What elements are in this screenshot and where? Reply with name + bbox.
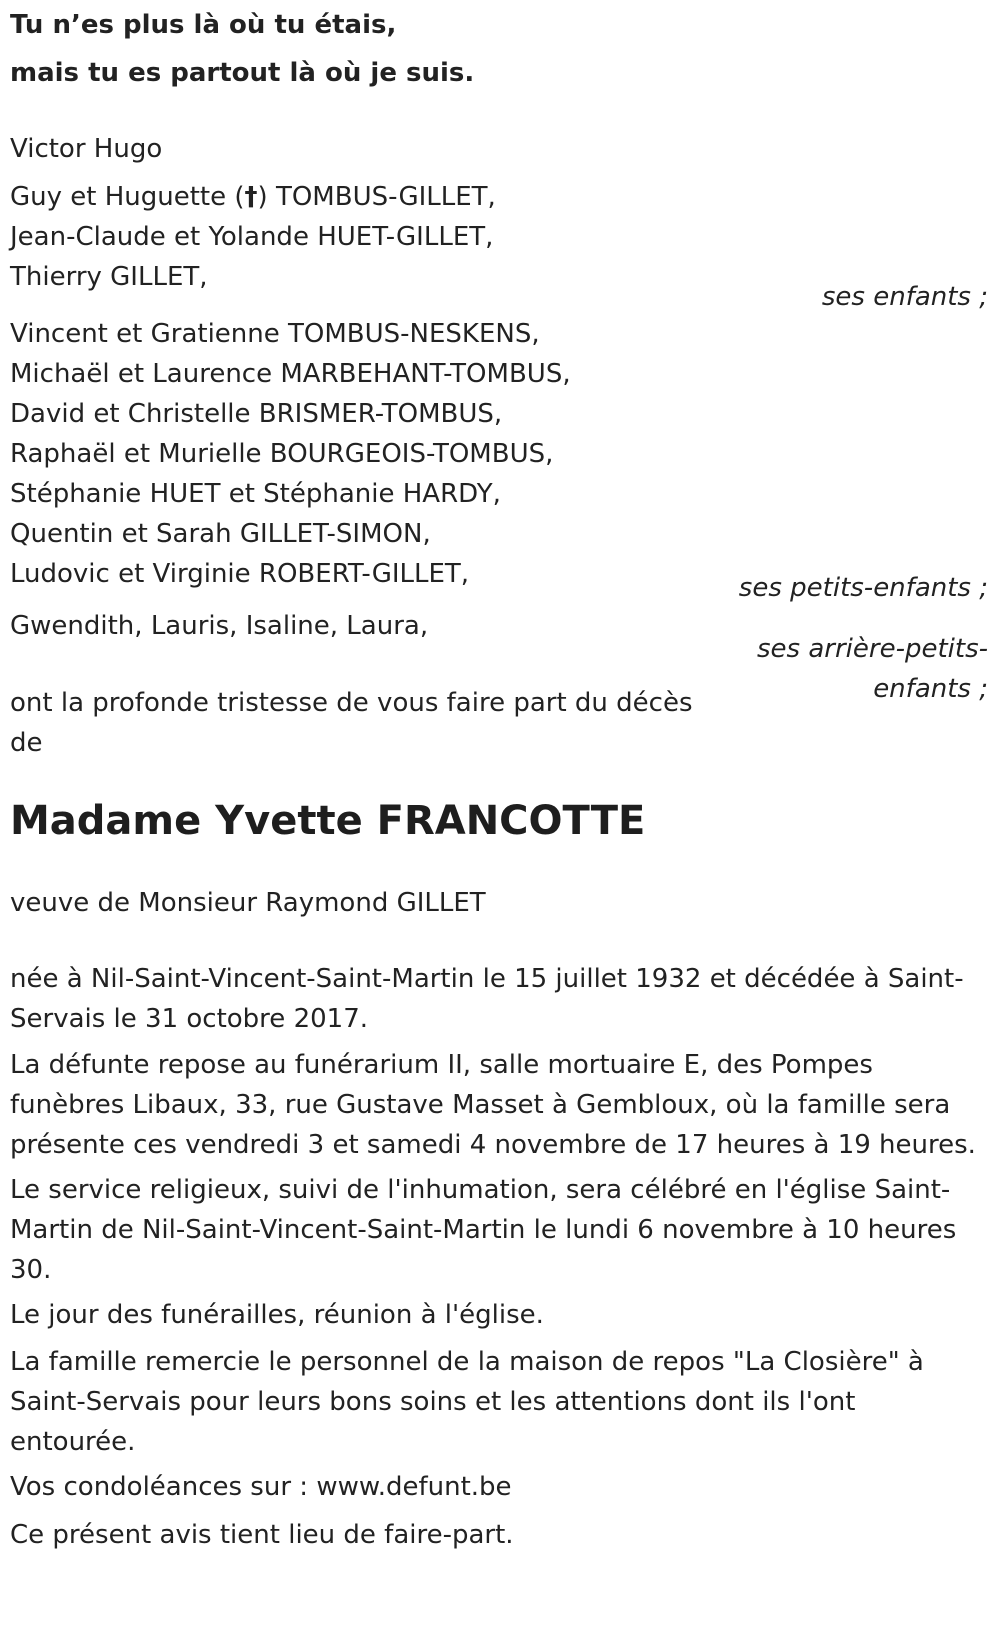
paragraph-line: présente ces vendredi 3 et samedi 4 novembre de 17 heures à 19 heures. <box>10 1130 976 1160</box>
grandchild-line: Michaël et Laurence MARBEHANT-TOMBUS, <box>10 359 571 389</box>
paragraph-line: Martin de Nil-Saint-Vincent-Saint-Martin le lundi 6 novembre à 10 heures <box>10 1215 957 1245</box>
children-line-1: Guy et Huguette (†) TOMBUS-GILLET, <box>10 182 496 212</box>
children-role: ses enfants ; <box>821 282 988 312</box>
children-list <box>10 177 700 297</box>
paragraph-line: Le jour des funérailles, réunion à l'église. <box>10 1300 544 1330</box>
paragraph-line: Servais le 31 octobre 2017. <box>10 1004 368 1034</box>
grandchild-line: Quentin et Sarah GILLET-SIMON, <box>10 519 431 549</box>
meeting-paragraph <box>10 1295 990 1335</box>
rest-paragraph <box>10 1045 990 1165</box>
great-grandchildren-role: ses arrière-petits- enfants ; <box>757 634 988 704</box>
deceased-name: Madame Yvette FRANCOTTE <box>10 798 646 844</box>
paragraph-line: Vos condoléances sur : www.defunt.be <box>10 1472 512 1502</box>
cross-icon: † <box>244 182 258 212</box>
service-paragraph <box>10 1170 990 1290</box>
notice-paragraph <box>10 1515 990 1555</box>
epigraph-line-2: mais tu es partout là où je suis. <box>10 58 475 88</box>
grandchild-line: Stéphanie HUET et Stéphanie HARDY, <box>10 479 501 509</box>
grandchildren-role: ses petits-enfants ; <box>738 573 988 603</box>
paragraph-line: Le service religieux, suivi de l'inhumation, sera célébré en l'église Saint- <box>10 1175 951 1205</box>
grandchild-line: Ludovic et Virginie ROBERT-GILLET, <box>10 559 470 589</box>
children-line-2: Jean-Claude et Yolande HUET-GILLET, <box>10 222 494 252</box>
paragraph-line: Saint-Servais pour leurs bons soins et les attentions dont ils l'ont <box>10 1387 856 1417</box>
grandchild-line: Vincent et Gratienne TOMBUS-NESKENS, <box>10 319 540 349</box>
condolences-paragraph <box>10 1467 990 1507</box>
paragraph-line: entourée. <box>10 1427 136 1457</box>
thanks-paragraph <box>10 1342 990 1462</box>
paragraph-line: née à Nil-Saint-Vincent-Saint-Martin le 15 juillet 1932 et décédée à Saint- <box>10 964 964 994</box>
paragraph-line: La famille remercie le personnel de la maison de repos "La Closière" à <box>10 1347 924 1377</box>
grandchild-line: David et Christelle BRISMER-TOMBUS, <box>10 399 503 429</box>
paragraph-line: Ce présent avis tient lieu de faire-part. <box>10 1520 514 1550</box>
epigraph-line-1: Tu n’es plus là où tu étais, <box>10 10 397 40</box>
epigraph-author: Victor Hugo <box>10 134 163 164</box>
grandchild-line: Raphaël et Murielle BOURGEOIS-TOMBUS, <box>10 439 554 469</box>
paragraph-line: La défunte repose au funérarium II, salle mortuaire E, des Pompes <box>10 1050 873 1080</box>
paragraph-line: funèbres Libaux, 33, rue Gustave Masset à Gembloux, où la famille sera <box>10 1090 951 1120</box>
announcement: ont la profonde tristesse de vous faire part du décès de <box>10 688 693 758</box>
widow-of: veuve de Monsieur Raymond GILLET <box>10 888 486 918</box>
great-grandchildren-names: Gwendith, Lauris, Isaline, Laura, <box>10 611 429 641</box>
birth-paragraph <box>10 959 990 1039</box>
children-line-3: Thierry GILLET, <box>10 262 208 292</box>
grandchildren-list <box>10 314 700 594</box>
paragraph-line: 30. <box>10 1255 52 1285</box>
